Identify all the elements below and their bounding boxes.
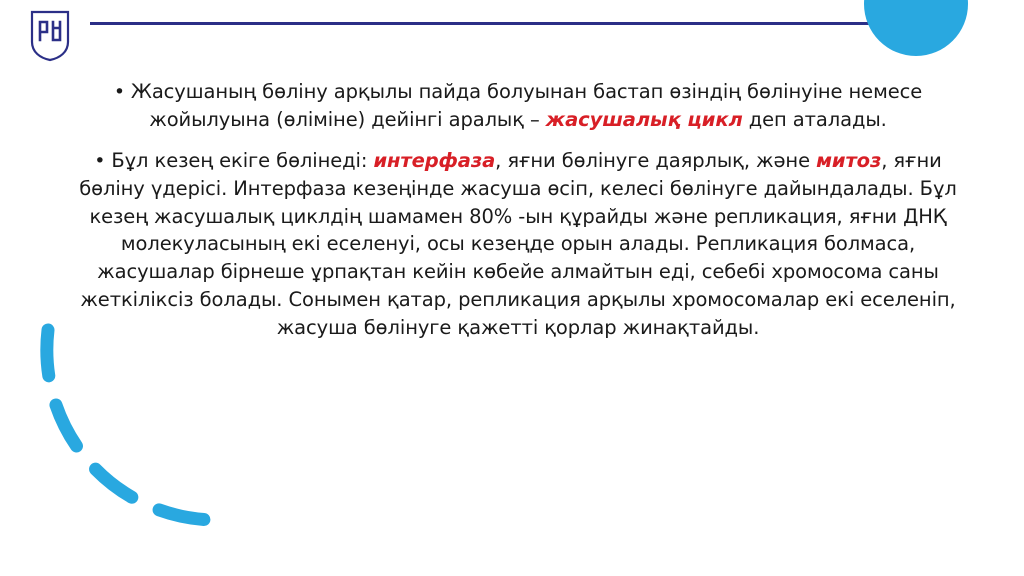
highlighted-term: митоз	[816, 149, 882, 173]
paragraph-2	[78, 147, 958, 341]
bullet-marker: •	[113, 81, 131, 103]
text-run: , яғни бөлінуге даярлық, және	[495, 149, 817, 173]
text-run: деп аталады.	[742, 107, 887, 131]
organization-logo	[26, 8, 74, 62]
text-run: Жасушаның бөліну арқылы пайда болуынан бастап өзіндің бөлінуіне немесе жойылуына (өліміне) дейінгі аралық –	[130, 80, 923, 131]
text-run: Бұл кезең екіге бөлінеді:	[111, 149, 374, 173]
header-rule	[90, 22, 946, 25]
paragraph-1	[78, 78, 958, 133]
header-circle-decoration	[864, 0, 968, 56]
slide-body-text	[78, 78, 958, 351]
bullet-marker: •	[94, 150, 112, 173]
text-run: , яғни бөліну үдерісі. Интерфаза кезеңінде жасуша өсіп, келесі бөлінуге дайындалады. Бұл кезең жасушалық циклдің шамамен 80% -ын құрайды және репликация, яғни ДНҚ молекуласының екі еселенуі, осы кезеңде орын алады. Репликация болмаса, жасушалар бірнеше ұрпақтан кейін көбейе алмайтын еді, себебі хромосома саны жеткіліксіз болады. Сонымен қатар, репликация арқылы хромосомалар екі еселеніп, жасуша бөлінуге қажетті қорлар жинақтайды.	[79, 149, 957, 339]
highlighted-term: интерфаза	[373, 149, 496, 173]
dashed-arc-decoration	[18, 320, 258, 560]
highlighted-term: жасушалық цикл	[545, 107, 743, 131]
